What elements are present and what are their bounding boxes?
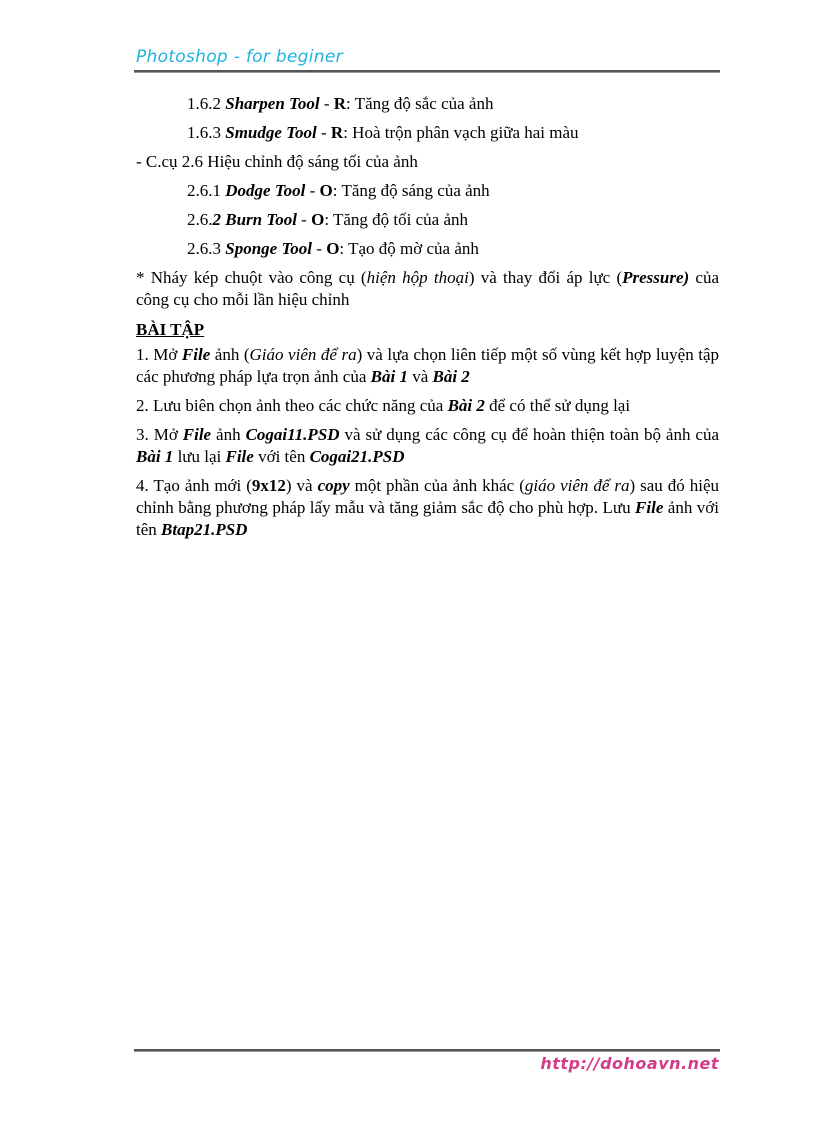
exercise-2: 2. Lưu biên chọn ảnh theo các chức năng của Bài 2 để có thể sử dụng lại xyxy=(136,396,631,415)
tool-name: 2 Burn Tool xyxy=(212,210,297,229)
note-paragraph xyxy=(136,267,719,311)
separator: - xyxy=(305,181,320,200)
tool-line-sharpen xyxy=(136,93,719,115)
footer-link[interactable]: http://dohoavn.net xyxy=(540,1054,719,1073)
tool-name: Sponge Tool xyxy=(225,239,313,258)
separator: - xyxy=(319,94,334,113)
section-line: - C.cụ 2.6 Hiệu chỉnh độ sáng tối của ảnh xyxy=(136,152,418,171)
separator: - xyxy=(312,239,327,258)
header-rule xyxy=(134,70,720,73)
shortcut-key: O xyxy=(311,210,325,229)
separator: - xyxy=(316,123,331,142)
page-body xyxy=(136,93,719,541)
note-text: ) và thay đổi áp lực ( xyxy=(468,268,623,287)
tool-name: Dodge Tool xyxy=(225,181,306,200)
tool-number: 2.6.1 xyxy=(187,181,226,200)
tool-number: 1.6.3 xyxy=(187,123,226,142)
header-title: Photoshop - for beginer xyxy=(136,47,343,67)
tool-description: : Tạo độ mờ của ảnh xyxy=(339,239,479,258)
tool-line-dodge xyxy=(136,180,719,202)
exercise-4: 4. Tạo ảnh mới (9x12) và copy một phần của ảnh khác (giáo viên để ra) sau đó hiệu chỉnh bằng phương pháp lấy mẫu và tăng giảm sắc độ cho phù hợp. Lưu File ảnh với tên Btap21.PSD xyxy=(136,476,720,539)
note-italic: hiện hộp thoại xyxy=(366,268,469,287)
shortcut-key: O xyxy=(326,239,340,258)
tool-line-sponge xyxy=(136,238,719,260)
tool-number: 2.6.3 xyxy=(187,239,226,258)
tool-name: Smudge Tool xyxy=(225,123,317,142)
note-bold-italic: Pressure) xyxy=(622,268,690,287)
tool-description: : Tăng độ sắc của ảnh xyxy=(346,94,494,113)
shortcut-key: R xyxy=(330,123,344,142)
footer-rule xyxy=(134,1049,720,1052)
separator: - xyxy=(296,210,312,229)
tool-number: 2.6. xyxy=(187,210,213,229)
tool-description: : Hoà trộn phân vạch giữa hai màu xyxy=(343,123,579,142)
tool-line-burn xyxy=(136,209,719,231)
exercise-heading: BÀI TẬP xyxy=(136,320,205,339)
shortcut-key: O xyxy=(319,181,333,200)
tool-description: : Tăng độ tối của ảnh xyxy=(324,210,469,229)
tool-description: : Tăng độ sáng của ảnh xyxy=(332,181,490,200)
tool-line-smudge xyxy=(136,122,719,144)
exercise-1: 1. Mở File ảnh (Giáo viên để ra) và lựa chọn liên tiếp một số vùng kết hợp luyện tập các phương pháp lựa trọn ảnh của Bài 1 và Bài 2 xyxy=(136,345,719,386)
note-text: * Nháy kép chuột vào công cụ ( xyxy=(136,268,367,287)
shortcut-key: R xyxy=(333,94,347,113)
tool-name: Sharpen Tool xyxy=(225,94,320,113)
exercise-3: 3. Mở File ảnh Cogai11.PSD và sử dụng các công cụ để hoàn thiện toàn bộ ảnh của Bài 1 lưu lại File với tên Cogai21.PSD xyxy=(136,425,720,466)
tool-number: 1.6.2 xyxy=(187,94,226,113)
note-text: của công cụ cho mỗi lần hiệu chỉnh xyxy=(136,268,720,309)
